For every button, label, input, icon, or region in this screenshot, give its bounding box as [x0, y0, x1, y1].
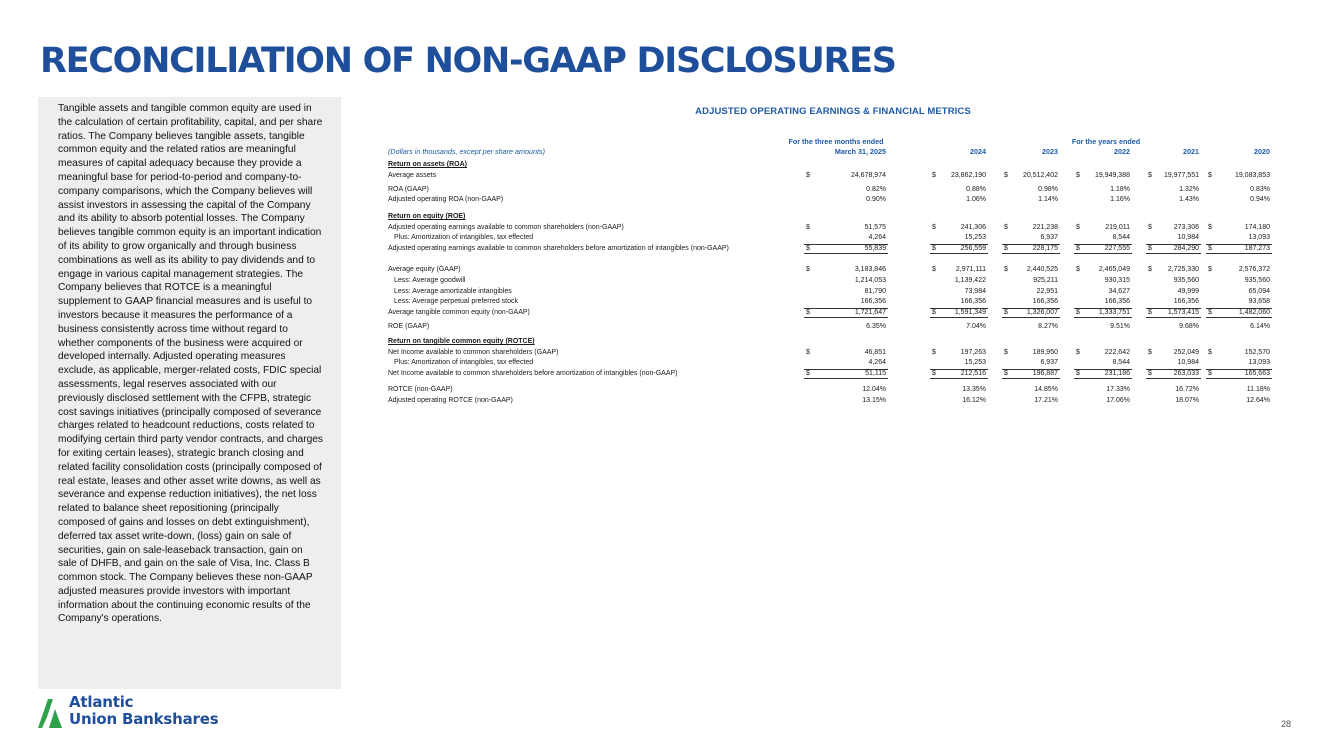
- cell-value: 16.12%: [962, 397, 986, 404]
- row-label: Plus: Amortization of intangibles, tax effected: [394, 359, 534, 366]
- total-rule: [1002, 369, 1060, 370]
- dollar-sign: $: [1208, 266, 1212, 273]
- dollar-sign: $: [1004, 224, 1008, 231]
- total-underline: [804, 378, 888, 379]
- cell-value: 212,516: [960, 370, 986, 377]
- cell-value: 12.04%: [862, 386, 886, 393]
- total-rule: [1074, 244, 1132, 245]
- row-label: Adjusted operating earnings available to common shareholders before amortization of intangibles (non-GAAP): [388, 245, 729, 252]
- table-row: [384, 195, 1282, 204]
- cell-value: 241,306: [960, 224, 986, 231]
- cell-value: 17.21%: [1034, 397, 1058, 404]
- cell-value: 252,049: [1173, 349, 1199, 356]
- table-row: [384, 308, 1282, 317]
- logo-wordmark: [69, 694, 218, 727]
- cell-value: 256,559: [960, 245, 986, 252]
- cell-value: 18.07%: [1175, 397, 1199, 404]
- cell-value: 6,937: [1040, 359, 1058, 366]
- cell-value: 55,839: [864, 245, 886, 252]
- cell-value: 284,290: [1173, 245, 1199, 252]
- cell-value: 1.18%: [1110, 186, 1130, 193]
- sidebar-panel: [38, 97, 341, 689]
- cell-value: 2,440,525: [1026, 266, 1058, 273]
- dollar-sign: $: [1076, 309, 1080, 316]
- cell-value: 17.06%: [1106, 397, 1130, 404]
- total-rule: [804, 244, 888, 245]
- cell-value: 1,573,415: [1167, 309, 1199, 316]
- section-title: Return on equity (ROE): [388, 213, 466, 220]
- cell-value: 165,663: [1244, 370, 1270, 377]
- sidebar-paragraph: Tangible assets and tangible common equity are used in the calculation of certain profitability, capital, and per share ratios. The Company believes tangible assets, tangible common equity and the related ratios are meaningful measures of capital adequacy because they provide a meaningful base for period-to-period and company-to-company comparisons, which the Company believes will assist investors in assessing the capital of the Company and its ability to absorb potential losses. The Company believes tangible common equity is an important indication of its ability to grow organically and through business combinations as well as its ability to pay dividends and to engage in various capital management strategies. The Company believes that ROTCE is a meaningful supplement to GAAP financial measures and is useful to investors because it measures the performance of a business consistently across time without regard to whether components of the business were acquired or developed internally. Adjusted operating measures exclude, as applicable, merger-related costs, FDIC special assessments, legal reserves associated with our previously disclosed settlement with the CFPB, strategic cost savings initiatives (principally composed of severance charges related to headcount reductions, costs related to modifying certain third party vendor contracts, and charges for exiting certain leases), strategic branch closing and related facility consolidation costs (principally composed of real estate, leases and other asset write downs, as well as severance and expense reduction initiatives), the net loss related to balance sheet repositioning (principally composed of gains and losses on debt extinguishment), deferred tax asset write-down, (loss) gain on sale of securities, gain on sale-leaseback transaction, gain on sale of DHFB, and gain on the sale of Visa, Inc. Class B common stock. The Company believes these non-GAAP adjusted measures provide investors with important information about the continuing economic results of the Company's operations.: [58, 103, 324, 625]
- cell-value: 1.16%: [1110, 196, 1130, 203]
- cell-value: 1,721,647: [854, 309, 886, 316]
- total-rule: [1074, 369, 1132, 370]
- total-underline: [930, 317, 988, 318]
- total-rule: [1146, 308, 1201, 309]
- table-row: [384, 171, 1282, 180]
- cell-value: 51,115: [865, 370, 886, 377]
- column-header: 2023: [1042, 147, 1058, 156]
- cell-value: 19,949,388: [1094, 172, 1130, 179]
- cell-value: 1.06%: [966, 196, 986, 203]
- cell-value: 0.82%: [866, 186, 886, 193]
- total-underline: [804, 253, 888, 254]
- section-header-row: [384, 160, 1282, 169]
- total-underline: [1146, 378, 1201, 379]
- row-label: Average assets: [388, 172, 437, 179]
- dollar-sign: $: [1148, 266, 1152, 273]
- total-rule: [930, 244, 988, 245]
- dollar-sign: $: [1076, 349, 1080, 356]
- dollar-sign: $: [1148, 349, 1152, 356]
- cell-value: 197,263: [960, 349, 986, 356]
- cell-value: 51,575: [864, 224, 886, 231]
- cell-value: 24,678,974: [850, 172, 886, 179]
- total-rule: [1206, 369, 1272, 370]
- cell-value: 13,093: [1248, 234, 1270, 241]
- cell-value: 10,984: [1177, 359, 1199, 366]
- section-header-row: [384, 212, 1282, 221]
- dollar-sign: $: [1148, 245, 1152, 252]
- cell-value: 166,356: [860, 298, 886, 305]
- cell-value: 0.90%: [866, 196, 886, 203]
- cell-value: 19,977,551: [1163, 172, 1199, 179]
- dollar-sign: $: [1208, 172, 1212, 179]
- cell-value: 1,214,053: [854, 277, 886, 284]
- cell-value: 1.43%: [1179, 196, 1199, 203]
- dollar-sign: $: [932, 266, 936, 273]
- dollar-sign: $: [1148, 172, 1152, 179]
- dollar-sign: $: [1004, 245, 1008, 252]
- total-rule: [1002, 244, 1060, 245]
- cell-value: 221,238: [1032, 224, 1058, 231]
- dollar-sign: $: [1004, 370, 1008, 377]
- cell-value: 4,264: [868, 234, 886, 241]
- dollar-sign: $: [1004, 172, 1008, 179]
- cell-value: 935,560: [1173, 277, 1199, 284]
- dollar-sign: $: [806, 309, 810, 316]
- total-underline: [1074, 378, 1132, 379]
- column-header: 2024: [970, 147, 986, 156]
- table-row: [384, 348, 1282, 357]
- cell-value: 1,139,422: [954, 277, 986, 284]
- table-row: [384, 233, 1282, 242]
- dollar-sign: $: [806, 266, 810, 273]
- cell-value: 19,083,853: [1234, 172, 1270, 179]
- cell-value: 0.98%: [1038, 186, 1058, 193]
- cell-value: 8,544: [1112, 234, 1130, 241]
- dollar-sign: $: [1076, 370, 1080, 377]
- total-rule: [1002, 308, 1060, 309]
- cell-value: 1.32%: [1179, 186, 1199, 193]
- cell-value: 263,033: [1173, 370, 1199, 377]
- cell-value: 81,790: [864, 288, 886, 295]
- table-row: [384, 369, 1282, 378]
- logo-line-2: Union Bankshares: [69, 709, 219, 728]
- dollar-sign: $: [806, 245, 810, 252]
- table-row: [384, 322, 1282, 331]
- section-title: Return on tangible common equity (ROTCE): [388, 338, 535, 345]
- dollar-sign: $: [1076, 266, 1080, 273]
- cell-value: 6.14%: [1250, 323, 1270, 330]
- row-label: Less: Average amortizable intangibles: [394, 288, 512, 295]
- total-rule: [1206, 308, 1272, 309]
- total-underline: [1002, 317, 1060, 318]
- cell-value: 1,333,751: [1098, 309, 1130, 316]
- dollar-sign: $: [1076, 172, 1080, 179]
- total-rule: [930, 369, 988, 370]
- total-rule: [1206, 244, 1272, 245]
- cell-value: 8.27%: [1038, 323, 1058, 330]
- cell-value: 11.18%: [1246, 386, 1270, 393]
- cell-value: 152,570: [1244, 349, 1270, 356]
- table-row: [384, 385, 1282, 394]
- cell-value: 4,264: [868, 359, 886, 366]
- table-row: [384, 265, 1282, 274]
- table-row: [384, 185, 1282, 194]
- row-label: Less: Average perpetual preferred stock: [394, 298, 519, 305]
- cell-value: 2,465,049: [1098, 266, 1130, 273]
- cell-value: 174,180: [1244, 224, 1270, 231]
- dollar-sign: $: [1076, 224, 1080, 231]
- cell-value: 3,183,846: [854, 266, 886, 273]
- section-title: Return on assets (ROA): [388, 161, 467, 168]
- total-underline: [1002, 253, 1060, 254]
- cell-value: 187,273: [1244, 245, 1270, 252]
- cell-value: 22,951: [1036, 288, 1058, 295]
- cell-value: 2,576,372: [1238, 266, 1270, 273]
- cell-value: 7.04%: [966, 323, 986, 330]
- total-rule: [1146, 244, 1201, 245]
- total-underline: [1206, 317, 1272, 318]
- dollar-sign: $: [932, 370, 936, 377]
- cell-value: 8,544: [1112, 359, 1130, 366]
- cell-value: 166,356: [1173, 298, 1199, 305]
- row-label: Adjusted operating ROA (non-GAAP): [388, 196, 504, 203]
- row-label: Plus: Amortization of intangibles, tax effected: [394, 234, 534, 241]
- dollar-sign: $: [806, 172, 810, 179]
- cell-value: 14.85%: [1034, 386, 1058, 393]
- cell-value: 65,094: [1248, 288, 1270, 295]
- dollar-sign: $: [1148, 370, 1152, 377]
- total-rule: [1146, 369, 1201, 370]
- total-underline: [930, 253, 988, 254]
- section-header-row: [384, 337, 1282, 346]
- cell-value: 73,984: [964, 288, 986, 295]
- cell-value: 273,306: [1173, 224, 1199, 231]
- cell-value: 93,658: [1248, 298, 1270, 305]
- total-underline: [930, 378, 988, 379]
- page-title: RECONCILIATION OF NON-GAAP DISCLOSURES: [40, 41, 896, 81]
- cell-value: 189,950: [1032, 349, 1058, 356]
- row-label: Adjusted operating ROTCE (non-GAAP): [388, 397, 513, 404]
- column-header: March 31, 2025: [834, 147, 886, 156]
- cell-value: 9.68%: [1179, 323, 1199, 330]
- dollar-sign: $: [932, 309, 936, 316]
- cell-value: 935,560: [1244, 277, 1270, 284]
- dollar-sign: $: [1208, 349, 1212, 356]
- cell-value: 222,642: [1104, 349, 1130, 356]
- column-header: 2022: [1114, 147, 1130, 156]
- total-underline: [1146, 253, 1201, 254]
- cell-value: 231,186: [1104, 370, 1130, 377]
- row-label: Net Income available to common shareholders before amortization of intangibles (non-GAAP): [388, 370, 678, 377]
- group-header-quarter: For the three months ended: [788, 137, 884, 146]
- cell-value: 6,937: [1040, 234, 1058, 241]
- cell-value: 13,093: [1248, 359, 1270, 366]
- atlantic-union-a-icon: [38, 695, 66, 729]
- cell-value: 49,999: [1177, 288, 1199, 295]
- dollar-sign: $: [932, 245, 936, 252]
- table-title: ADJUSTED OPERATING EARNINGS & FINANCIAL METRICS: [695, 106, 971, 117]
- dollar-sign: $: [806, 370, 810, 377]
- row-label: Adjusted operating earnings available to common shareholders (non-GAAP): [388, 224, 624, 231]
- column-header: 2020: [1254, 147, 1270, 156]
- cell-value: 15,253: [964, 234, 986, 241]
- cell-value: 1,326,007: [1026, 309, 1058, 316]
- cell-value: 9.51%: [1110, 323, 1130, 330]
- table-row: [384, 276, 1282, 285]
- cell-value: 20,512,402: [1022, 172, 1058, 179]
- dollar-sign: $: [806, 224, 810, 231]
- total-rule: [1074, 308, 1132, 309]
- table-row: [384, 244, 1282, 253]
- row-label: Average tangible common equity (non-GAAP): [388, 309, 530, 316]
- total-rule: [930, 308, 988, 309]
- dollar-sign: $: [1004, 349, 1008, 356]
- cell-value: 13.15%: [862, 397, 886, 404]
- dollar-sign: $: [1208, 224, 1212, 231]
- cell-value: 228,175: [1032, 245, 1058, 252]
- cell-value: 1.14%: [1038, 196, 1058, 203]
- dollar-sign: $: [1076, 245, 1080, 252]
- dollar-sign: $: [806, 349, 810, 356]
- table-row: [384, 297, 1282, 306]
- cell-value: 34,627: [1108, 288, 1130, 295]
- row-label: Average equity (GAAP): [388, 266, 461, 273]
- total-underline: [1206, 378, 1272, 379]
- cell-value: 1,482,060: [1238, 309, 1270, 316]
- page-number: 28: [1281, 719, 1292, 729]
- cell-value: 925,211: [1033, 277, 1058, 284]
- cell-value: 930,315: [1104, 277, 1130, 284]
- cell-value: 13.35%: [962, 386, 986, 393]
- cell-value: 1,591,349: [954, 309, 986, 316]
- table-row: [384, 223, 1282, 232]
- total-underline: [1206, 253, 1272, 254]
- cell-value: 166,356: [1032, 298, 1058, 305]
- dollar-sign: $: [932, 224, 936, 231]
- cell-value: 2,725,330: [1167, 266, 1199, 273]
- dollar-sign: $: [1208, 370, 1212, 377]
- row-label: ROA (GAAP): [388, 186, 429, 193]
- cell-value: 16.72%: [1175, 386, 1199, 393]
- company-logo: [38, 694, 268, 730]
- dollar-sign: $: [1148, 224, 1152, 231]
- logo-line-1: Atlantic: [69, 693, 134, 711]
- cell-value: 0.88%: [966, 186, 986, 193]
- table-row: [384, 358, 1282, 367]
- cell-value: 196,887: [1032, 370, 1058, 377]
- total-underline: [1146, 317, 1201, 318]
- row-label: ROTCE (non-GAAP): [388, 386, 453, 393]
- cell-value: 17.33%: [1106, 386, 1130, 393]
- units-note: (Dollars in thousands, except per share amounts): [388, 147, 546, 156]
- cell-value: 0.83%: [1250, 186, 1270, 193]
- dollar-sign: $: [1208, 309, 1212, 316]
- row-label: ROE (GAAP): [388, 323, 430, 330]
- cell-value: 10,984: [1177, 234, 1199, 241]
- table-row: [384, 396, 1282, 405]
- cell-value: 46,851: [864, 349, 886, 356]
- cell-value: 166,356: [1104, 298, 1130, 305]
- dollar-sign: $: [932, 172, 936, 179]
- total-underline: [1074, 317, 1132, 318]
- cell-value: 15,253: [964, 359, 986, 366]
- total-underline: [804, 317, 888, 318]
- total-underline: [1074, 253, 1132, 254]
- cell-value: 23,862,190: [950, 172, 986, 179]
- row-label: Net Income available to common shareholders (GAAP): [388, 349, 559, 356]
- table-row: [384, 287, 1282, 296]
- dollar-sign: $: [1208, 245, 1212, 252]
- total-rule: [804, 369, 888, 370]
- cell-value: 2,971,111: [955, 266, 986, 273]
- column-header: 2021: [1183, 147, 1199, 156]
- cell-value: 166,356: [960, 298, 986, 305]
- total-underline: [1002, 378, 1060, 379]
- dollar-sign: $: [1004, 266, 1008, 273]
- cell-value: 219,011: [1105, 224, 1130, 231]
- total-rule: [804, 308, 888, 309]
- dollar-sign: $: [932, 349, 936, 356]
- cell-value: 0.94%: [1250, 196, 1270, 203]
- cell-value: 227,555: [1104, 245, 1130, 252]
- dollar-sign: $: [1004, 309, 1008, 316]
- dollar-sign: $: [1148, 309, 1152, 316]
- cell-value: 6.35%: [866, 323, 886, 330]
- row-label: Less: Average goodwill: [394, 277, 466, 284]
- group-header-years: For the years ended: [1071, 137, 1141, 146]
- cell-value: 12.64%: [1246, 397, 1270, 404]
